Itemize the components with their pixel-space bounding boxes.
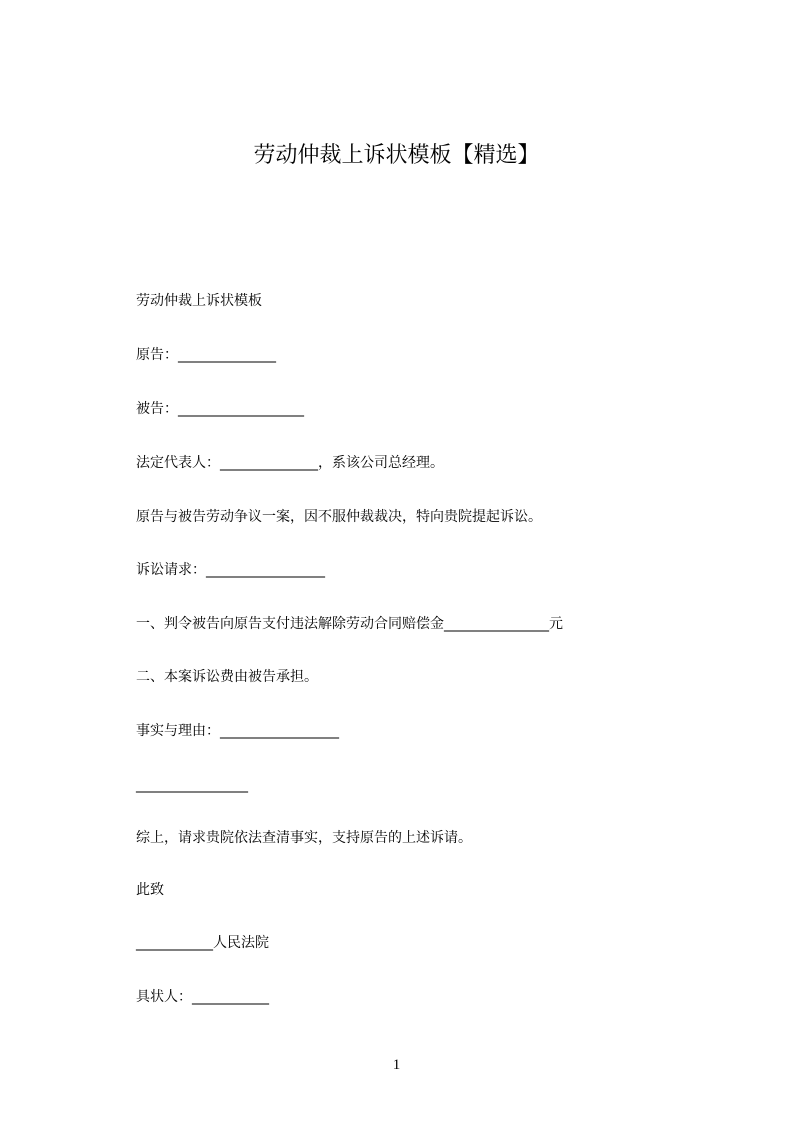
facts-blank-line: ________________ bbox=[136, 777, 248, 793]
legal-representative-line: 法定代表人：______________，系该公司总经理。 bbox=[136, 455, 444, 471]
defendant-line: 被告：__________________ bbox=[136, 401, 304, 417]
document-title: 劳动仲裁上诉状模板【精选】 bbox=[253, 143, 540, 168]
facts-reasons-line: 事实与理由：_________________ bbox=[136, 723, 339, 739]
case-statement-line: 原告与被告劳动争议一案，因不服仲裁裁决，特向贵院提起诉讼。 bbox=[136, 509, 542, 525]
court-line: ___________人民法院 bbox=[136, 935, 269, 951]
claims-line: 诉讼请求：_________________ bbox=[136, 562, 325, 578]
claim-two-line: 二、本案诉讼费由被告承担。 bbox=[136, 669, 318, 685]
plaintiff-line: 原告：______________ bbox=[136, 347, 276, 363]
page-number: 1 bbox=[392, 1057, 401, 1073]
conclusion-line: 综上，请求贵院依法查清事实，支持原告的上述诉请。 bbox=[136, 830, 472, 846]
salutation-line: 此致 bbox=[136, 882, 164, 898]
claim-one-line: 一、判令被告向原告支付违法解除劳动合同赔偿金_______________元 bbox=[136, 616, 563, 632]
signatory-line: 具状人：___________ bbox=[136, 989, 269, 1005]
doc-heading: 劳动仲裁上诉状模板 bbox=[136, 293, 262, 309]
